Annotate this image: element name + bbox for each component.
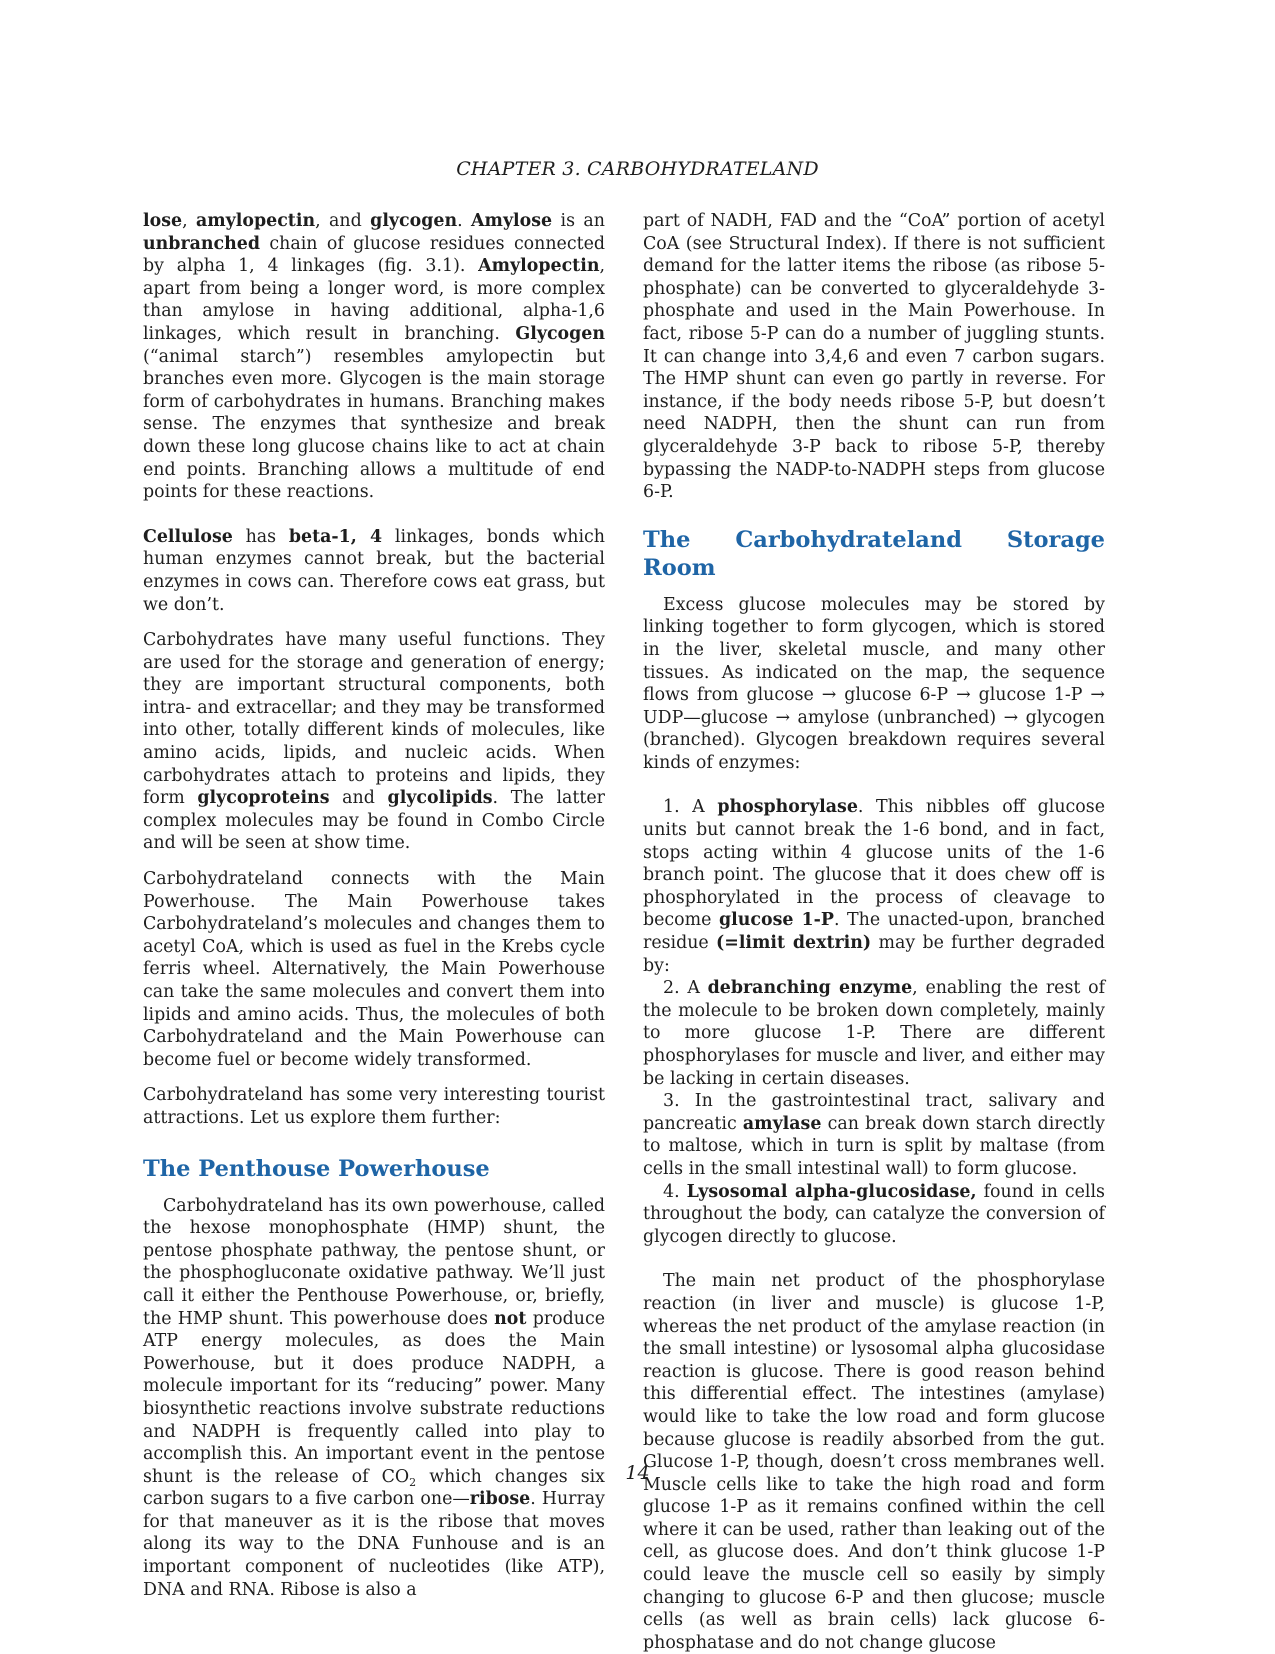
term: Cellulose [143,526,233,547]
list-item-debranching [643,977,1105,1090]
page-number: 14 [625,1462,650,1484]
term: beta-1, 4 [288,526,383,547]
paragraph-glycogen-storage: Excess glucose molecules may be stored by linking together to form glycogen, which is stored in the liver, skeletal muscle, and many other tissues. As indicated on the map, the sequence flows from glucose → glucose 6-P → glucose 1-P → UDP—glucose → amylose (unbranched) → glycogen (branched). Glycogen breakdown requires several kinds of enzymes: [643,594,1105,773]
text: . [457,211,472,231]
text: 3. In the gastrointestinal tract, salivary and pancreatic [643,1091,1105,1134]
text: , and [315,211,371,231]
paragraph-ribose: part of NADH, FAD and the “CoA” portion of acetyl CoA (see Structural Index). If there is not sufficient demand for the latter items the ribose (as ribose 5-phosphate) can be converted to glyceraldehyde 3-phosphate and used in the Main Powerhouse. In fact, ribose 5-P can do a number of juggling stunts. It can change into 3,4,6 and even 7 carbon sugars. The HMP shunt can even go partly in reverse. For instance, if the body needs ribose 5-P, but doesn’t need NADPH, then the shunt can run from glyceraldehyde 3-P back to ribose 5-P, thereby bypassing the NADP-to-NADPH steps from glucose 6-P. [643,211,1105,503]
running-head: CHAPTER 3. CARBOHYDRATELAND [456,158,819,180]
term: glucose 1-P [719,910,834,931]
text: is an [552,211,605,231]
text: . This nibbles off glucose units but cannot break the 1-6 bond, and in fact, stops acting within 4 glucose units of the 1-6 branch point. The glucose that it does chew off is phosphorylated in the process of cleavage to become [643,797,1105,931]
right-column [643,210,1105,1654]
list-item-amylase [643,1090,1105,1180]
text: has [232,526,289,547]
text: 4. [663,1181,687,1202]
term: (=limit dextrin) [716,933,872,954]
term: Glycogen [515,323,605,344]
term: ribose [469,1489,531,1510]
text: which changes six carbon sugars to a five carbon one— [143,1466,605,1510]
term: Amylopectin [478,256,600,277]
text: can break down starch directly to maltose, which in turn is split by maltase (from cells in the small intestinal wall) to form glucose. [643,1113,1105,1179]
text: , apart from being a longer word, is more complex than amylose in having additional, alpha-1,6 linkages, which result in branching. [143,256,605,344]
term: amylase [742,1113,822,1134]
text: 1. A [663,797,718,818]
term: Lysosomal alpha-glucosidase, [686,1181,977,1202]
text: (“animal starch”) resembles amylopectin but branches even more. Glycogen is the main storage form of carbohydrates in humans. Branching makes sense. The enzymes that synthesize and break down these long glucose chains like to act at chain end points. Branching allows a multitude of end points for these reactions. [143,346,605,503]
term: glycoproteins [197,788,330,809]
term: lose [143,211,183,231]
text: Carbohydrates have many useful functions. They are used for the storage and generation of energy; they are important structural components, both intra- and extracellar; and they may be transformed into other, totally different kinds of molecules, like amino acids, lipids, and nucleic acids. When carbohydrates attach to proteins and lipids, they form [143,630,605,809]
text: and [329,788,388,809]
text: found in cells throughout the body, can catalyze the conversion of glycogen directly to glucose. [643,1181,1105,1247]
paragraph-net-product: The main net product of the phosphorylase reaction (in liver and muscle) is glucose 1-P, whereas the net product of the amylase reaction (in the small intestine) or lysosomal alpha glucosidase reaction is glucose. There is good reason behind this differential effect. The intestines (amylase) would like to take the low road and form glucose because glucose is readily absorbed from the gut. Glucose 1-P, though, doesn’t cross membranes well. Muscle cells like to take the high road and form glucose 1-P as it remains confined within the cell where it can be used, rather than leaking out of the cell, as glucose does. And don’t think glucose 1-P could leave the muscle cell so easily by simply changing to glucose 6-P and then glucose; muscle cells (as well as brain cells) lack glucose 6-phosphatase and do not change glucose [643,1271,1105,1653]
section-heading-penthouse-powerhouse: The Penthouse Powerhouse [143,1155,490,1182]
paragraph-cellulose [143,526,605,616]
paragraph-functions [143,629,605,855]
text: chain of glucose residues connected by alpha 1, 4 linkages (fig. 3.1). [143,233,605,277]
paragraph-hmp-shunt [143,1195,605,1602]
list-item-lysosomal [643,1181,1105,1249]
term: Amylose [471,211,553,231]
subscript: 2 [409,1475,417,1489]
text: . The unacted-upon, branched residue [643,910,1105,954]
list-item-phosphorylase [643,796,1105,977]
term: not [494,1308,527,1329]
term: unbranched [143,233,260,254]
text: linkages, bonds which human enzymes cannot break, but the bacterial enzymes in cows can. Therefore cows eat grass, but we don’t. [143,526,605,615]
text: , [182,211,197,231]
term: amylopectin [196,211,316,231]
paragraph-attractions: Carbohydrateland has some very interesting tourist attractions. Let us explore them further: [143,1085,605,1128]
text: , enabling the rest of the molecule to be broken down completely, mainly to more glucose 1-P. There are different phosphorylases for muscle and liver, and either may be lacking in certain diseases. [643,978,1106,1089]
term: glycogen [370,211,458,231]
paragraph-main-powerhouse: Carbohydrateland connects with the Main Powerhouse. The Main Powerhouse takes Carbohydrateland’s molecules and changes them to acetyl CoA, which is used as fuel in the Krebs cycle ferris wheel. Alternatively, the Main Powerhouse can take the same molecules and convert them into lipids and amino acids. Thus, the molecules of both Carbohydrateland and the Main Powerhouse can become fuel or become widely transformed. [143,869,605,1070]
term: debranching enzyme [707,978,913,999]
term: glycolipids [387,788,493,809]
text: Carbohydrateland has its own powerhouse, called the hexose monophosphate (HMP) shunt, the pentose phosphate pathway, the pentose shunt, or the phosphogluconate oxidative pathway. We’ll just call it either the Penthouse Powerhouse, or, briefly, the HMP shunt. This powerhouse does [143,1195,605,1329]
paragraph-polysaccharides [143,210,605,504]
term: phosphorylase [717,797,858,818]
text: may be further degraded by: [643,933,1106,976]
text: produce ATP energy molecules, as does the Main Powerhouse, but it does produce NADPH, a molecule important for its “reducing” power. Many biosynthetic reactions involve substrate reductions and NADPH is frequently called into play to accomplish this. An important event in the pentose shunt is the release of CO [143,1308,605,1487]
section-heading-storage-room: The Carbohydrateland Storage Room [643,526,1105,581]
text: . Hurray for that maneuver as it is the ribose that moves along its way to the DNA Funhouse and is an important component of nucleotides (like ATP), DNA and RNA. Ribose is also a [143,1489,605,1600]
text: 2. A [663,978,708,999]
text: . The latter complex molecules may be found in Combo Circle and will be seen at show time. [143,788,605,854]
left-column [143,210,605,1601]
